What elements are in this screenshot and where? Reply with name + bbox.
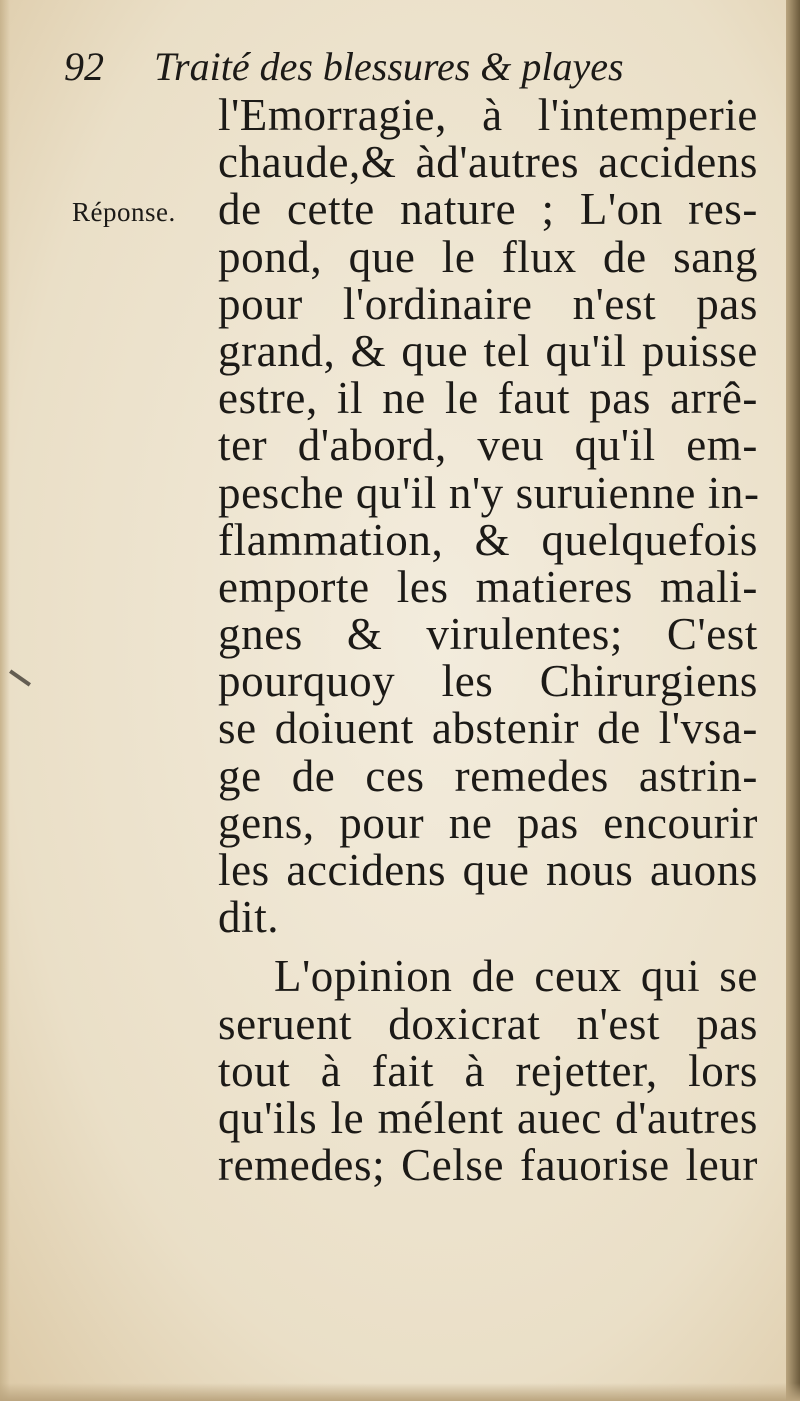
body-text xyxy=(218,92,758,1189)
page-right-edge xyxy=(786,0,800,1401)
text-line: estre, il ne le faut pas arrê- xyxy=(218,373,758,424)
text-line: gnes & virulentes; C'est xyxy=(218,609,758,660)
running-head xyxy=(64,42,744,92)
text-line: seruent doxicrat n'est pas xyxy=(218,998,758,1049)
text-line: pond, que le flux de sang xyxy=(218,231,758,282)
text-line: tout à fait à rejetter, lors xyxy=(218,1045,758,1096)
marginal-note: Réponse. xyxy=(72,197,176,227)
page-number: 92 xyxy=(64,44,104,89)
text-line: gens, pour ne pas encourir xyxy=(218,797,758,848)
text-line: pourquoy les Chirurgiens xyxy=(218,656,758,707)
margin-ink-mark xyxy=(9,669,31,686)
text-line: pesche qu'il n'y suruienne in- xyxy=(218,467,760,518)
text-line: remedes; Celse fauorise leur xyxy=(218,1140,758,1191)
text-line: les accidens que nous auons xyxy=(218,845,758,895)
text-line: pour l'ordinaire n'est pas xyxy=(218,278,758,329)
text-line: qu'ils le mélent auec d'autres xyxy=(218,1092,758,1143)
text-line: dit. xyxy=(218,892,280,943)
page-bottom-edge xyxy=(0,1383,800,1401)
page-left-edge xyxy=(0,0,10,1401)
text-line: flammation, & quelquefois xyxy=(218,514,758,565)
text-line: ge de ces remedes astrin- xyxy=(218,750,758,801)
text-line: ter d'abord, veu qu'il em- xyxy=(218,420,758,471)
text-line: grand, & que tel qu'il puisse xyxy=(218,325,758,376)
text-line: de cette nature ; L'on res- xyxy=(218,184,758,235)
paragraph-first-line: L'opinion de ceux qui se xyxy=(274,951,758,1002)
running-title: Traité des blessures & playes xyxy=(154,44,624,89)
text-line: emporte les matieres mali- xyxy=(218,561,758,612)
text-line: l'Emorragie, à l'intemperie xyxy=(218,90,758,140)
text-line: chaude,& àd'autres accidens xyxy=(218,137,758,188)
text-line: se doiuent abstenir de l'vsa- xyxy=(218,703,758,754)
